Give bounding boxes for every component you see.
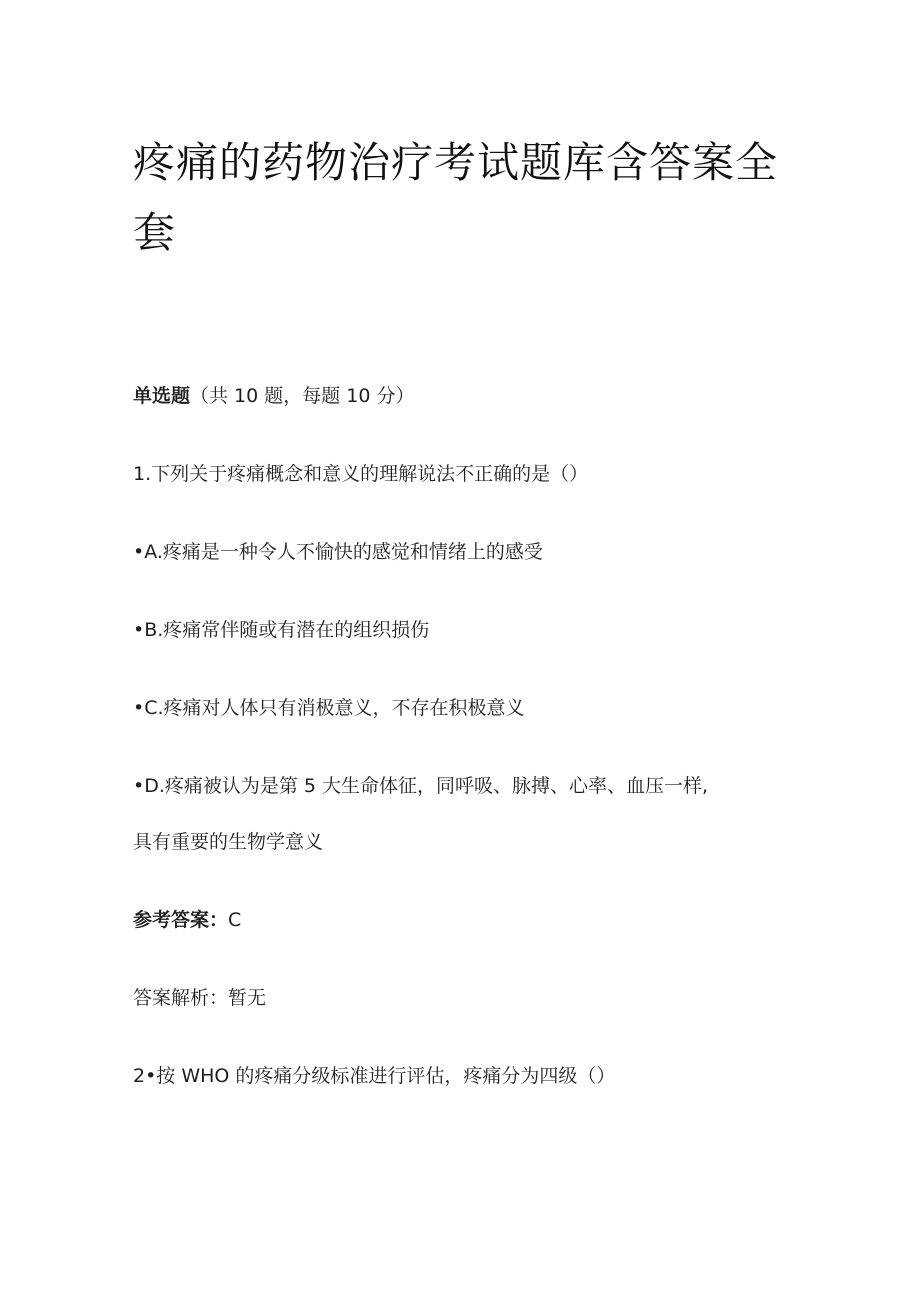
question-1-option-c: •C.疼痛对人体只有消极意义，不存在积极意义 bbox=[133, 697, 525, 719]
section-label: 单选题 bbox=[133, 385, 191, 407]
question-1-option-a: •A.疼痛是一种令人不愉快的感觉和情绪上的感受 bbox=[133, 541, 543, 563]
question-1-answer bbox=[133, 906, 241, 934]
question-1-explanation: 答案解析：暂无 bbox=[133, 987, 267, 1009]
question-1-option-d: •D.疼痛被认为是第 5 大生命体征，同呼吸、脉搏、心率、血压一样, bbox=[133, 775, 709, 797]
answer-value: C bbox=[228, 909, 242, 931]
question-1-option-b: •B.疼痛常伴随或有潜在的组织损伤 bbox=[133, 619, 430, 641]
section-header bbox=[133, 382, 415, 410]
question-1-option-d-continuation: 具有重要的生物学意义 bbox=[133, 831, 324, 853]
answer-label: 参考答案： bbox=[133, 909, 229, 931]
section-detail: （共 10 题，每题 10 分） bbox=[190, 385, 415, 407]
question-2-stem: 2•按 WHO 的疼痛分级标准进行评估，疼痛分为四级（） bbox=[133, 1065, 616, 1087]
document-title: 疼痛的药物治疗考试题库含答案全套 bbox=[133, 138, 779, 257]
question-1-stem: 1.下列关于疼痛概念和意义的理解说法不正确的是（） bbox=[133, 463, 589, 485]
